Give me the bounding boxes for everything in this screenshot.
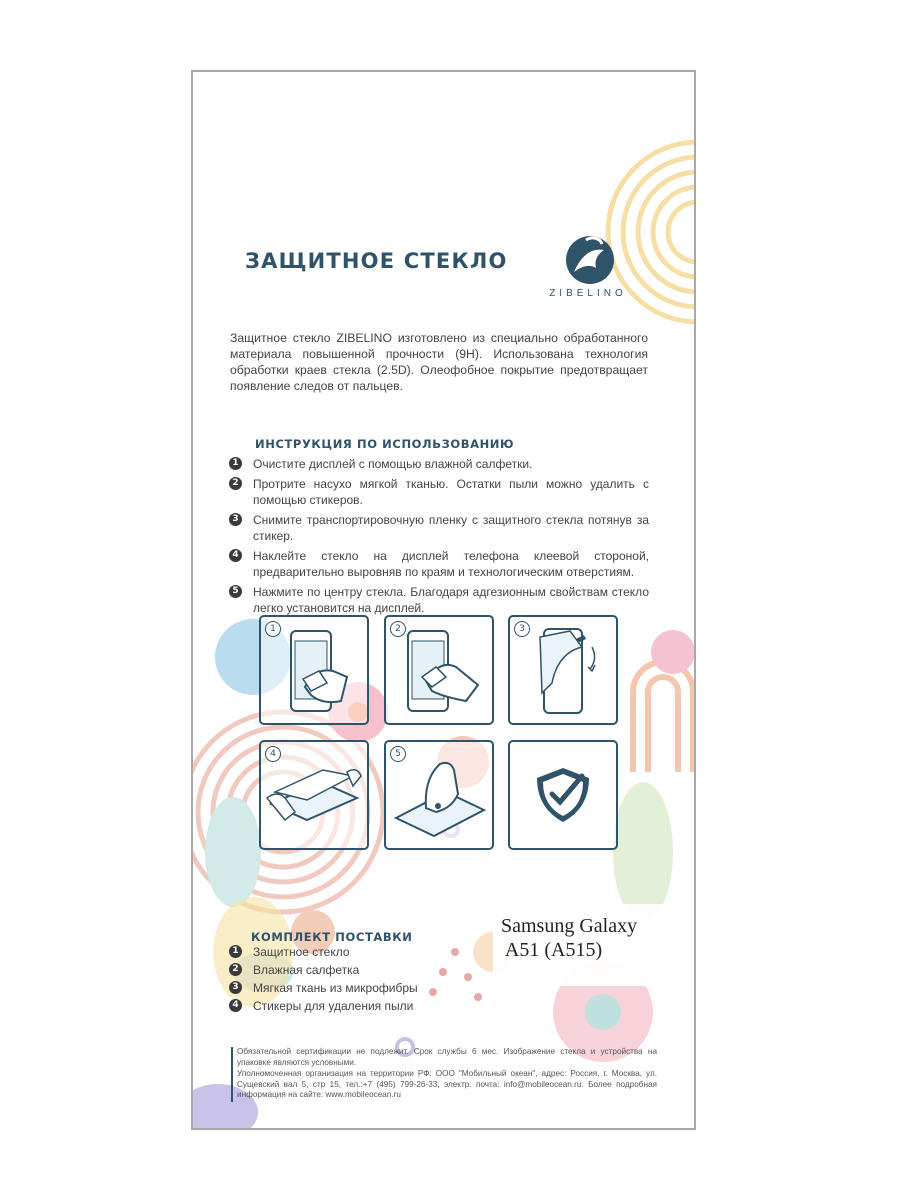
- instruction-panel-2: [384, 615, 494, 725]
- kit-text: Защитное стекло: [253, 945, 350, 959]
- brand-name: ZIBELINO: [549, 288, 627, 299]
- product-description: Защитное стекло ZIBELINO изготовлено из специально обработанного материала повышенной прочности (9H). Использована технология обработки краев стекла (2.5D). Олеофобное покрытие предотвращает появление следов от пальцев.: [230, 331, 648, 393]
- step-number: 3: [229, 513, 242, 526]
- instructions-heading: ИНСТРУКЦИЯ ПО ИСПОЛЬЗОВАНИЮ: [255, 437, 515, 451]
- list-item: [229, 476, 649, 508]
- packaging-card: [191, 70, 696, 1130]
- list-item: [229, 962, 449, 978]
- panel-number: 4: [265, 746, 281, 762]
- step-number: 1: [229, 457, 242, 470]
- panel-number: 2: [390, 621, 406, 637]
- list-item: [229, 456, 649, 472]
- product-title: ЗАЩИТНОЕ СТЕКЛО: [245, 249, 508, 273]
- model-label-sticker: [493, 904, 683, 986]
- instruction-panel-5: [384, 740, 494, 850]
- instruction-panel-1: [259, 615, 369, 725]
- panel-number: 5: [390, 746, 406, 762]
- brand-logo: [538, 234, 638, 304]
- distributor-info: Уполномоченная организация на территории РФ: ООО "Мобильный океан", адрес: Россия, г. Москва, ул. Сущевский вал 5, стр 15, тел.:+7 (495) 799-26-33, электр. почта: info@mobileocean.ru. Более подробная информация на сайте: www.mobileocean.ru: [237, 1069, 657, 1099]
- instruction-panel-3: [508, 615, 618, 725]
- sable-logo-icon: [564, 234, 616, 286]
- step-number: 5: [229, 585, 242, 598]
- shield-check-icon: [510, 742, 616, 848]
- device-model: Samsung Galaxy A51 (A515): [501, 915, 638, 961]
- step-text: Наклейте стекло на дисплей телефона клеевой стороной, предварительно выровняв по краям и технологическим отверстиям.: [253, 549, 649, 579]
- step-number: 2: [229, 477, 242, 490]
- list-item: [229, 980, 449, 996]
- kit-text: Стикеры для удаления пыли: [253, 999, 414, 1013]
- fine-print: [231, 1047, 657, 1102]
- kit-number: 1: [229, 945, 242, 958]
- kit-number: 3: [229, 981, 242, 994]
- instructions-list: [229, 456, 649, 620]
- kit-heading: КОМПЛЕКТ ПОСТАВКИ: [251, 930, 413, 944]
- kit-number: 4: [229, 999, 242, 1012]
- step-number: 4: [229, 549, 242, 562]
- list-item: [229, 584, 649, 616]
- certification-note: Обязательной сертификации не подлежит. Срок службы 6 мес. Изображение стекла и устройства на упаковке являются условными.: [237, 1047, 657, 1067]
- kit-number: 2: [229, 963, 242, 976]
- list-item: [229, 548, 649, 580]
- list-item: [229, 512, 649, 544]
- list-item: [229, 944, 449, 960]
- kit-text: Мягкая ткань из микрофибры: [253, 981, 418, 995]
- step-text: Очистите дисплей с помощью влажной салфетки.: [253, 457, 533, 471]
- step-text: Протрите насухо мягкой тканью. Остатки пыли можно удалить с помощью стикеров.: [253, 477, 649, 507]
- step-text: Снимите транспортировочную пленку с защитного стекла потянув за стикер.: [253, 513, 649, 543]
- panel-number: 1: [265, 621, 281, 637]
- step-text: Нажмите по центру стекла. Благодаря адгезионным свойствам стекло легко установится на дисплей.: [253, 585, 649, 615]
- kit-text: Влажная салфетка: [253, 963, 360, 977]
- panel-number: 3: [514, 621, 530, 637]
- kit-list: [229, 944, 449, 1016]
- instruction-panel-4: [259, 740, 369, 850]
- list-item: [229, 998, 449, 1014]
- instruction-panel-6: [508, 740, 618, 850]
